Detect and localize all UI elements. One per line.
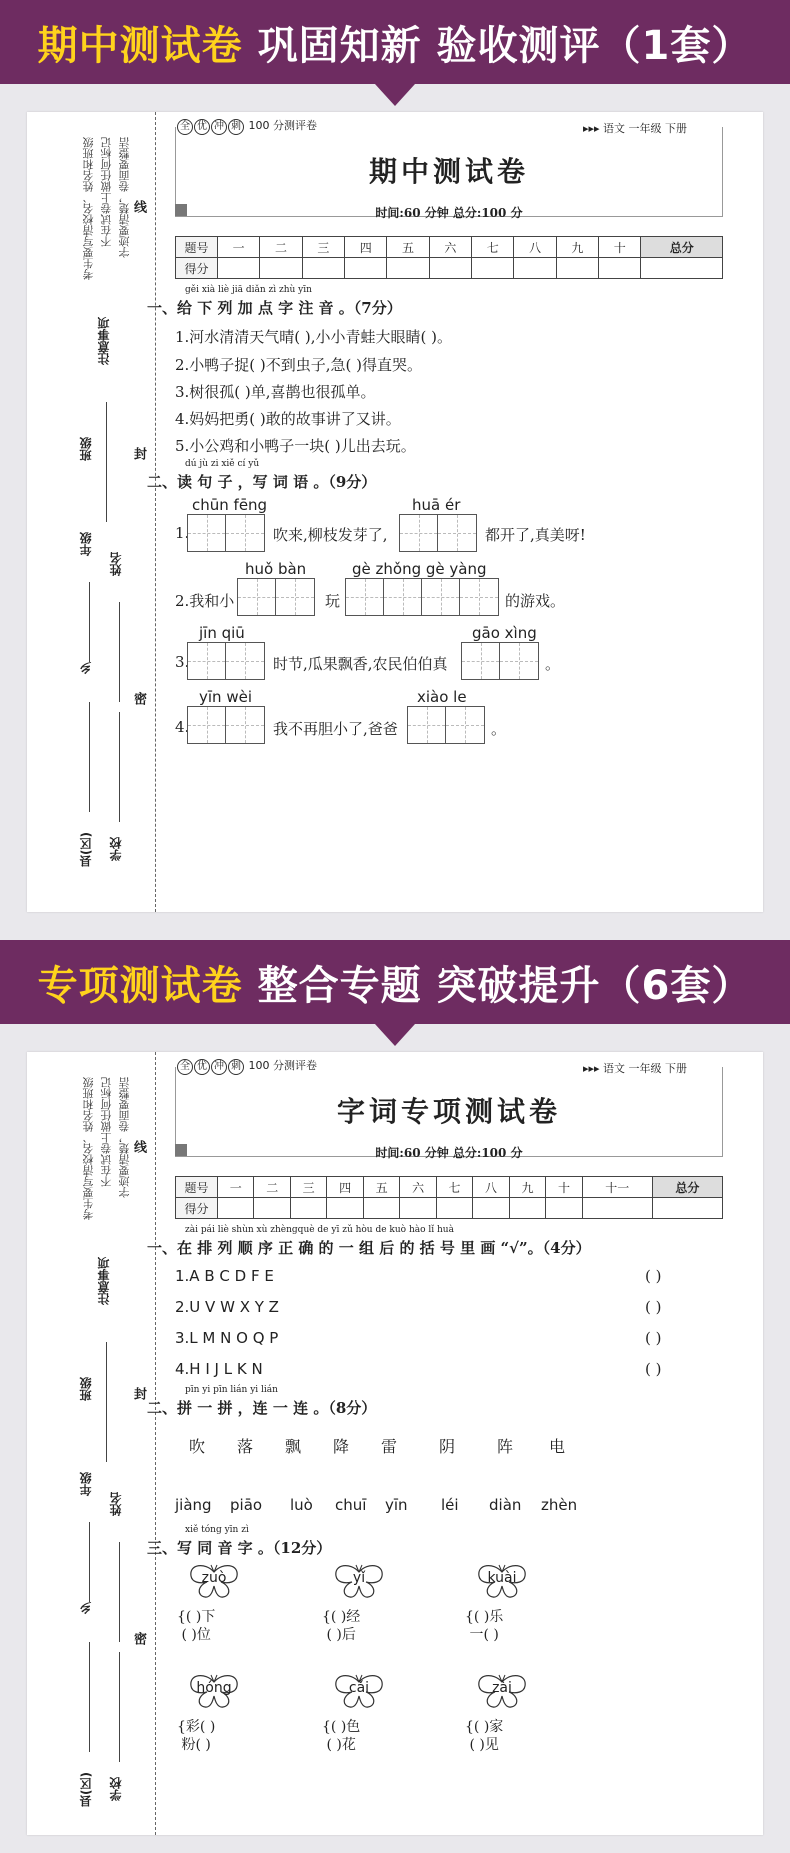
score-header-row: 题号 一 二 三 四 五 六 七 八 九 十 总分	[176, 237, 723, 258]
match-pinyin: diàn	[489, 1496, 522, 1514]
seal-seal: 封	[131, 1387, 146, 1400]
section-1-title: zài pái liè shùn xù zhèngquè de yī zǔ hòu de kuò hào lǐ huà 一、在 排 列 顺 序 正 确 的 一 组 后 的 括 号 里 画 “√”。（4分）	[147, 1225, 591, 1257]
match-pinyin: piāo	[230, 1496, 263, 1514]
paper-title: 字词专项测试卷	[336, 1095, 561, 1128]
butterfly-card: zài	[475, 1672, 529, 1710]
match-pinyin: luò	[290, 1496, 313, 1514]
q2-2-text1: 玩	[325, 592, 341, 610]
score-table	[175, 236, 723, 279]
fill-line	[106, 402, 107, 522]
field-school: 学校	[109, 1777, 123, 1801]
pinyin-label: chūn fēng	[192, 496, 268, 514]
section-2-title: pīn yi pīn lián yi lián 二、拼 一 拼 ，连 一 连 。（8分）	[147, 1385, 377, 1417]
score-table	[175, 1176, 723, 1219]
paper-meta: 时间:60 分钟 总分:100 分	[375, 206, 523, 220]
field-county: 县(区)	[79, 832, 93, 867]
match-char: 电	[549, 1437, 566, 1456]
corner-mark	[175, 1144, 187, 1156]
q2-1-text2: 都开了,真美呀!	[485, 526, 586, 544]
brand: 全 优 冲 刺 100 分测评卷	[177, 1057, 317, 1075]
answer-grid	[461, 642, 539, 680]
field-name: 姓名	[109, 552, 123, 576]
side-margin	[27, 1052, 152, 1835]
q2-2-text2: 的游戏。	[505, 592, 566, 610]
fill-blank: {( )家 ( )见	[465, 1719, 504, 1753]
banner-notch	[375, 84, 415, 106]
answer-bracket: ( )	[645, 1360, 662, 1378]
banner-notch	[375, 1024, 415, 1046]
question-1-4: 4.妈妈把勇( )敢的故事讲了又讲。	[175, 410, 401, 428]
question-1-3: 3.树很孤( )单,喜鹊也很孤单。	[175, 383, 376, 401]
match-char: 吹	[189, 1437, 206, 1456]
paper-midterm	[27, 112, 763, 912]
match-pinyin: chuī	[335, 1496, 367, 1514]
butterfly-card: hóng	[187, 1672, 241, 1710]
match-char: 阵	[497, 1437, 514, 1456]
brand: 全 优 冲 刺 100 分测评卷	[177, 117, 317, 135]
seal-secret: 密	[131, 1632, 146, 1645]
score-row: 得分	[176, 258, 723, 279]
match-pinyin: yīn	[385, 1496, 408, 1514]
notice-label: 注意事项	[97, 317, 111, 365]
answer-grid	[187, 706, 265, 744]
q2-1-text1: 吹来,柳枝发芽了,	[273, 526, 388, 544]
answer-bracket: ( )	[645, 1329, 662, 1347]
match-char: 雷	[381, 1437, 398, 1456]
cut-line	[155, 112, 156, 912]
field-town: 乡	[79, 1602, 93, 1614]
question-1-4: 4.H I J L K N	[175, 1360, 263, 1378]
fill-blank: {( )乐 一( )	[465, 1609, 504, 1643]
fill-line	[119, 1652, 120, 1762]
fill-line	[89, 702, 90, 812]
pinyin-label: gè zhǒng gè yàng	[352, 560, 487, 578]
answer-grid	[399, 514, 477, 552]
field-county: 县(区)	[79, 1772, 93, 1807]
section-3-title: xiě tóng yīn zì 三、写 同 音 字 。（12分）	[147, 1525, 332, 1557]
question-1-2: 2.小鸭子捉( )不到虫子,急( )得直哭。	[175, 356, 423, 374]
note-1: 考生要写清校名、姓名和班级	[82, 1077, 95, 1220]
fill-line	[89, 1522, 90, 1602]
field-class: 班级	[79, 1377, 93, 1401]
fill-line	[119, 602, 120, 702]
field-name: 姓名	[109, 1492, 123, 1516]
seal-seal: 封	[131, 447, 146, 460]
question-1-2: 2.U V W X Y Z	[175, 1298, 279, 1316]
answer-grid	[237, 578, 315, 616]
q2-3-text2: 。	[545, 655, 561, 673]
fill-line	[119, 1542, 120, 1642]
field-grade: 年级	[79, 532, 93, 556]
seal-line: 线	[131, 200, 146, 213]
q2-3-num: 3.	[175, 653, 190, 671]
subject-label: ▸▸▸ 语文 一年级 下册	[583, 122, 688, 135]
match-pinyin: léi	[441, 1496, 459, 1514]
paper-title: 期中测试卷	[368, 155, 529, 188]
fill-blank: {( )经 ( )后	[322, 1609, 361, 1643]
banner-special	[0, 940, 790, 1024]
answer-grid	[345, 578, 499, 616]
note-2: 不在试卷上做任何标记	[100, 1077, 113, 1187]
field-town: 乡	[79, 662, 93, 674]
section-1-title: gěi xià liè jiā diǎn zì zhù yīn 一、给 下 列 加 点 字 注 音 。（7分）	[147, 285, 402, 317]
seal-secret: 密	[131, 692, 146, 705]
fill-line	[106, 1342, 107, 1462]
answer-grid	[187, 514, 265, 552]
match-pinyin: zhèn	[541, 1496, 578, 1514]
seal-line: 线	[131, 1140, 146, 1153]
pinyin-label: yīn wèi	[199, 688, 252, 706]
subject-label: ▸▸▸ 语文 一年级 下册	[583, 1062, 688, 1075]
butterfly-card: cǎi	[332, 1672, 386, 1710]
notice-label: 注意事项	[97, 1257, 111, 1305]
question-1-3: 3.L M N O Q P	[175, 1329, 279, 1347]
pinyin-label: gāo xìng	[472, 624, 537, 642]
note-3: 字迹要清楚，卷面要整洁	[118, 137, 131, 258]
question-1-1: 1.A B C D F E	[175, 1267, 274, 1285]
field-class: 班级	[79, 437, 93, 461]
field-school: 学校	[109, 837, 123, 861]
answer-bracket: ( )	[645, 1267, 662, 1285]
fill-blank: {彩( ) 粉( )	[177, 1719, 216, 1753]
fill-line	[89, 582, 90, 662]
match-char: 飘	[285, 1437, 302, 1456]
side-margin	[27, 112, 152, 912]
cut-line	[155, 1052, 156, 1835]
question-1-1: 1.河水清清天气晴( ),小小青蛙大眼睛( )。	[175, 328, 453, 346]
section-2-title: dú jù zi xiě cí yǔ 二、读 句 子 ，写 词 语 。（9分）	[147, 459, 377, 491]
corner-mark	[175, 204, 187, 216]
q2-4-text2: 。	[491, 720, 507, 738]
score-header-row: 题号 一 二 三 四 五 六 七 八 九 十 十一 总分	[176, 1177, 723, 1198]
note-2: 不在试卷上做任何标记	[100, 137, 113, 247]
banner-text: 期中测试卷 巩固知新 验收测评（1套）	[37, 23, 753, 69]
q2-3-text1: 时节,瓜果飘香,农民伯伯真	[273, 655, 448, 673]
fill-line	[119, 712, 120, 822]
pinyin-label: jīn qiū	[199, 624, 245, 642]
answer-bracket: ( )	[645, 1298, 662, 1316]
fill-blank: {( )色 ( )花	[322, 1719, 361, 1753]
banner-midterm	[0, 0, 790, 84]
butterfly-card: yǐ	[332, 1562, 386, 1600]
match-char: 降	[333, 1437, 350, 1456]
paper-vocab	[27, 1052, 763, 1835]
note-1: 考生要写清校名、姓名和班级	[82, 137, 95, 280]
question-1-5: 5.小公鸡和小鸭子一块( )儿出去玩。	[175, 437, 416, 455]
note-3: 字迹要清楚，卷面要整洁	[118, 1077, 131, 1198]
banner-text: 专项测试卷 整合专题 突破提升（6套）	[37, 963, 753, 1009]
match-char: 阴	[439, 1437, 456, 1456]
match-char: 落	[237, 1437, 254, 1456]
fill-blank: {( )下 ( )位	[177, 1609, 216, 1643]
pinyin-label: xiào le	[417, 688, 467, 706]
score-row: 得分	[176, 1198, 723, 1219]
pinyin-label: huā ér	[412, 496, 461, 514]
q2-4-text1: 我不再胆小了,爸爸	[273, 720, 398, 738]
q2-2-num: 2.我和小	[175, 592, 235, 610]
answer-grid	[407, 706, 485, 744]
butterfly-card: zuò	[187, 1562, 241, 1600]
field-grade: 年级	[79, 1472, 93, 1496]
pinyin-label: huǒ bàn	[245, 560, 307, 578]
q2-1-num: 1.	[175, 524, 190, 542]
paper-meta: 时间:60 分钟 总分:100 分	[375, 1146, 523, 1160]
butterfly-card: kuài	[475, 1562, 529, 1600]
q2-4-num: 4.	[175, 718, 190, 736]
answer-grid	[187, 642, 265, 680]
match-pinyin: jiàng	[175, 1496, 212, 1514]
fill-line	[89, 1642, 90, 1752]
